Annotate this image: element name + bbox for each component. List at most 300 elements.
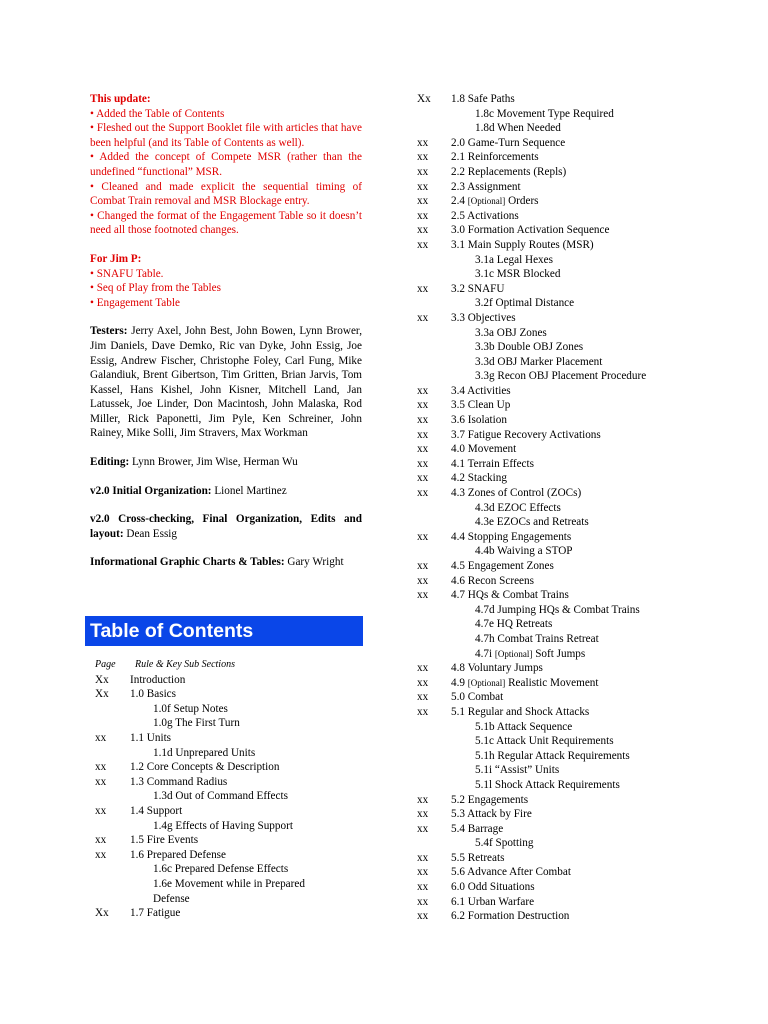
toc-entry	[95, 673, 365, 688]
toc-section-text: 1.4 Support	[130, 804, 183, 817]
toc-section-text: 4.4b Waiving a STOP	[475, 545, 573, 558]
toc-section-title	[451, 398, 510, 413]
toc-section-text: 4.7 HQs & Combat Trains	[451, 589, 569, 602]
toc-entry	[417, 267, 717, 282]
toc-entry	[417, 471, 717, 486]
toc-section-title	[451, 588, 569, 603]
toc-page-number: xx	[417, 472, 429, 485]
toc-section-title	[451, 705, 589, 720]
toc-entry	[417, 793, 717, 808]
toc-page-number: xx	[417, 282, 429, 295]
toc-entry	[417, 150, 717, 165]
toc-entry	[417, 442, 717, 457]
credit-label: Testers:	[90, 325, 128, 338]
toc-section-text: 1.2 Core Concepts & Description	[130, 761, 280, 774]
toc-entry	[417, 690, 717, 705]
toc-page-number: xx	[417, 165, 429, 178]
toc-page-number: xx	[417, 676, 429, 689]
toc-section-text: 3.3d OBJ Marker Placement	[475, 355, 603, 368]
toc-entry	[95, 819, 365, 834]
toc-page-number: xx	[417, 895, 429, 908]
toc-page-number: xx	[417, 457, 429, 470]
toc-entry	[95, 848, 365, 863]
credit-text: Gary Wright	[284, 556, 344, 569]
toc-entry	[417, 647, 717, 662]
update-notes	[90, 92, 362, 238]
toc-page-number: xx	[417, 808, 429, 821]
toc-section-text: 4.3 Zones of Control (ZOCs)	[451, 487, 582, 500]
toc-section-title	[451, 690, 503, 705]
toc-section-text: 5.1b Attack Sequence	[475, 720, 573, 733]
credit-text: Lynn Brower, Jim Wise, Herman Wu	[129, 456, 298, 469]
toc-entry	[417, 763, 717, 778]
toc-section-text: 4.0 Movement	[451, 443, 517, 456]
toc-section-title	[451, 865, 571, 880]
credit-label: Editing:	[90, 456, 130, 469]
toc-entry	[95, 687, 365, 702]
toc-entry	[417, 880, 717, 895]
toc-section-text: 1.5 Fire Events	[130, 834, 199, 847]
toc-page-number: xx	[95, 804, 107, 817]
toc-section-title	[475, 749, 630, 764]
toc-page-number: xx	[417, 866, 429, 879]
toc-entry	[417, 92, 717, 107]
toc-section-text: 1.7 Fatigue	[130, 907, 181, 920]
toc-section-title	[451, 807, 532, 822]
toc-section-text: 4.7e HQ Retreats	[475, 618, 553, 631]
toc-entry	[417, 559, 717, 574]
credit-label: v2.0 Initial Organization:	[90, 484, 212, 497]
toc-section-title	[475, 763, 559, 778]
toc-section-title	[130, 833, 198, 848]
toc-section-title	[475, 355, 602, 370]
toc-section-title	[475, 632, 599, 647]
toc-entry	[417, 428, 717, 443]
toc-section-text: Introduction	[130, 673, 186, 686]
toc-page-number: xx	[417, 443, 429, 456]
toc-section-text: 1.4g Effects of Having Support	[153, 819, 293, 832]
toc-page-number: xx	[95, 775, 107, 788]
toc-section-text: 4.9	[451, 676, 468, 689]
toc-entry	[417, 515, 717, 530]
toc-entry	[95, 892, 365, 907]
toc-entry	[417, 588, 717, 603]
toc-section-text: 5.4f Spotting	[475, 837, 534, 850]
toc-page-number: xx	[417, 180, 429, 193]
toc-section-title	[451, 428, 601, 443]
toc-page-number: Xx	[95, 907, 109, 920]
credit-label: Informational Graphic Charts & Tables:	[90, 556, 285, 569]
toc-page-number: xx	[417, 822, 429, 835]
toc-entry	[417, 194, 717, 209]
toc-page-number: xx	[95, 761, 107, 774]
toc-page-number: xx	[417, 487, 429, 500]
toc-section-title	[451, 136, 565, 151]
toc-section-text: 3.5 Clean Up	[451, 399, 511, 412]
toc-page-number: xx	[417, 414, 429, 427]
toc-section-text: 3.1 Main Supply Routes (MSR)	[451, 238, 594, 251]
toc-section-title	[153, 716, 240, 731]
toc-entry	[417, 807, 717, 822]
toc-section-title	[451, 559, 554, 574]
credit-label: v2.0 Cross-checking, Final Organization, Edits and layout:	[90, 513, 362, 540]
toc-section-text: 3.6 Isolation	[451, 414, 507, 427]
update-item: • Added the concept of Compete MSR (rather than the undefined “functional” MSR.	[90, 151, 362, 178]
toc-page-number: xx	[417, 428, 429, 441]
toc-page-number: xx	[417, 705, 429, 718]
toc-page-number: xx	[417, 851, 429, 864]
toc-section-text: 2.1 Reinforcements	[451, 151, 539, 164]
toc-section-text: 6.2 Formation Destruction	[451, 910, 570, 923]
toc-section-text: 3.1a Legal Hexes	[475, 253, 553, 266]
toc-section-text: 5.1i “Assist” Units	[475, 764, 560, 777]
toc-section-text: 1.6 Prepared Defense	[130, 848, 226, 861]
toc-section-title	[451, 895, 534, 910]
toc-entry	[417, 836, 717, 851]
toc-section-title	[451, 676, 599, 691]
optional-tag: [Optional]	[467, 677, 506, 688]
toc-section-text: 3.3 Objectives	[451, 311, 516, 324]
toc-section-title	[451, 384, 511, 399]
credit-initial-org	[90, 484, 362, 499]
toc-entry	[95, 789, 365, 804]
toc-section-title	[153, 702, 228, 717]
toc-entry	[417, 632, 717, 647]
toc-section-title	[475, 501, 561, 516]
toc-entry	[417, 223, 717, 238]
update-heading: This update:	[90, 93, 151, 105]
toc-section-title	[451, 574, 534, 589]
toc-entry	[95, 833, 365, 848]
toc-page-number: xx	[417, 136, 429, 149]
toc-entry	[417, 413, 717, 428]
toc-section-title	[153, 746, 255, 761]
toc-section-title	[130, 775, 227, 790]
toc-section-text: 3.3g Recon OBJ Placement Procedure	[475, 370, 647, 383]
toc-section-text: 5.2 Engagements	[451, 793, 529, 806]
toc-section-text: 5.3 Attack by Fire	[451, 808, 532, 821]
toc-section-text: Soft Jumps	[532, 647, 586, 660]
toc-section-text: 4.2 Stacking	[451, 472, 507, 485]
toc-section-text: 4.7d Jumping HQs & Combat Trains	[475, 603, 640, 616]
toc-entry	[417, 326, 717, 341]
toc-entry	[417, 311, 717, 326]
toc-section-text: 1.8c Movement Type Required	[475, 107, 614, 120]
toc-section-text: 1.0g The First Turn	[153, 717, 240, 730]
toc-page-number: xx	[417, 195, 429, 208]
toc-section-text: 4.3d EZOC Effects	[475, 501, 561, 514]
toc-section-text: 2.4	[451, 195, 468, 208]
toc-page-number: xx	[417, 793, 429, 806]
toc-page-number: xx	[417, 151, 429, 164]
toc-page-number: xx	[417, 662, 429, 675]
toc-entry	[95, 716, 365, 731]
toc-entry	[417, 253, 717, 268]
toc-entry	[417, 720, 717, 735]
toc-section-text: 1.6e Movement while in Prepared	[153, 877, 305, 890]
toc-header-rule: Rule & Key Sub Sections	[135, 659, 235, 670]
toc-section-title	[451, 413, 507, 428]
toc-section-text: 5.1h Regular Attack Requirements	[475, 749, 630, 762]
toc-entry	[417, 369, 717, 384]
toc-section-title	[451, 150, 539, 165]
toc-page-number: xx	[417, 384, 429, 397]
credit-text: Lionel Martinez	[211, 484, 287, 497]
toc-section-title	[451, 851, 504, 866]
toc-page-number: Xx	[95, 688, 109, 701]
toc-section-title	[451, 311, 516, 326]
toc-section-title	[451, 238, 594, 253]
credit-editing	[90, 455, 362, 470]
toc-page-number: xx	[417, 311, 429, 324]
toc-section-title	[475, 107, 614, 122]
credit-graphics	[90, 555, 362, 570]
toc-section-title	[451, 661, 543, 676]
toc-section-title	[153, 877, 305, 892]
optional-tag: [Optional]	[467, 196, 506, 207]
toc-right-column	[417, 92, 717, 924]
toc-section-title	[153, 892, 190, 907]
toc-section-title	[451, 223, 609, 238]
toc-page-number: xx	[417, 238, 429, 251]
toc-section-title	[451, 442, 516, 457]
toc-section-text: 1.1d Unprepared Units	[153, 746, 256, 759]
toc-page-number: Xx	[417, 93, 431, 105]
toc-entry	[417, 661, 717, 676]
toc-section-text: 4.8 Voluntary Jumps	[451, 662, 543, 675]
toc-section-text: 2.2 Replacements (Repls)	[451, 165, 567, 178]
toc-section-title	[475, 296, 574, 311]
toc-entry	[417, 355, 717, 370]
toc-section-title	[475, 647, 585, 662]
toc-entry	[95, 731, 365, 746]
toc-entry	[417, 544, 717, 559]
toc-section-title	[153, 819, 293, 834]
toc-section-title	[451, 165, 566, 180]
toc-entry	[95, 702, 365, 717]
toc-entry	[417, 895, 717, 910]
toc-entry	[95, 906, 365, 921]
toc-entry	[95, 862, 365, 877]
toc-entry	[417, 209, 717, 224]
toc-section-title	[475, 326, 547, 341]
toc-section-title	[451, 194, 539, 209]
toc-header-page: Page	[95, 659, 116, 670]
toc-section-text: 3.3b Double OBJ Zones	[475, 341, 584, 354]
toc-entry	[417, 749, 717, 764]
toc-section-title	[475, 515, 589, 530]
toc-section-text: 5.0 Combat	[451, 691, 504, 704]
toc-section-text: 4.3e EZOCs and Retreats	[475, 516, 589, 529]
toc-section-title	[475, 603, 640, 618]
toc-entry	[417, 530, 717, 545]
toc-section-text: 5.5 Retreats	[451, 851, 505, 864]
toc-section-text: 2.0 Game-Turn Sequence	[451, 136, 566, 149]
toc-entry	[417, 603, 717, 618]
toc-section-title	[475, 836, 533, 851]
toc-section-text: 5.4 Barrage	[451, 822, 504, 835]
toc-section-text: 4.4 Stopping Engagements	[451, 530, 572, 543]
toc-section-text: 4.1 Terrain Effects	[451, 457, 534, 470]
toc-entry	[417, 282, 717, 297]
toc-entry	[417, 296, 717, 311]
toc-section-title	[451, 793, 528, 808]
credit-text: Dean Essig	[123, 527, 178, 540]
toc-section-title	[475, 778, 620, 793]
toc-section-title	[451, 486, 581, 501]
toc-entry	[417, 340, 717, 355]
toc-section-text: 1.3d Out of Command Effects	[153, 790, 288, 803]
toc-entry	[417, 165, 717, 180]
toc-section-text: 4.5 Engagement Zones	[451, 560, 554, 572]
toc-section-title	[451, 880, 535, 895]
toc-section-text: 3.2f Optimal Distance	[475, 297, 575, 310]
jim-notes	[90, 252, 362, 310]
credit-cross-checking	[90, 512, 362, 541]
toc-entry	[417, 384, 717, 399]
toc-entry	[417, 457, 717, 472]
toc-entry	[417, 778, 717, 793]
toc-section-title	[475, 544, 573, 559]
toc-entry	[417, 617, 717, 632]
toc-entry	[95, 877, 365, 892]
toc-section-title	[475, 340, 583, 355]
toc-entry	[417, 398, 717, 413]
toc-page-number: xx	[95, 848, 107, 861]
toc-page-number: xx	[417, 589, 429, 602]
toc-section-title	[451, 209, 519, 224]
toc-section-title	[130, 731, 171, 746]
toc-entry	[417, 734, 717, 749]
toc-section-text: 3.0 Formation Activation Sequence	[451, 224, 610, 237]
toc-section-title	[153, 789, 288, 804]
credit-testers	[90, 324, 362, 441]
toc-section-text: 1.1 Units	[130, 731, 172, 744]
toc-section-text: 3.4 Activities	[451, 384, 511, 397]
toc-page-number: xx	[417, 574, 429, 587]
update-item: • Added the Table of Contents	[90, 107, 225, 120]
toc-section-title	[130, 848, 226, 863]
toc-entry	[417, 180, 717, 195]
update-item: • Fleshed out the Support Booklet file with articles that have been helpful (and its Table of Contents as well).	[90, 122, 362, 149]
toc-section-text: 1.8 Safe Paths	[451, 93, 515, 105]
toc-entry	[95, 804, 365, 819]
toc-section-text: 1.8d When Needed	[475, 122, 561, 135]
toc-section-text: 3.2 SNAFU	[451, 282, 505, 295]
toc-section-text: Realistic Movement	[505, 676, 599, 689]
toc-page-number: xx	[417, 910, 429, 923]
credit-text: Jerry Axel, John Best, John Bowen, Lynn Brower, Jim Daniels, Dave Demko, Ric van Dyke, John Essig, Joe Essig, Andrew Fischer, Christophe Foley, Carl Fung, Mike Galandiuk, Brent Gibertson, Tim Gritten, Brian Jarvis, Tom Kassel, Hans Kishel, John Kisner, Mitchell Land, Jan Latussek, Joe Linder, Don Macintosh, John Malaska, Rod Miller, Rick Paponetti, Jim Pyle, Ken Schreiner, John Rainey, Mike Solli, Jim Stravers, Max Workman	[90, 325, 362, 440]
toc-page-number: xx	[417, 691, 429, 704]
toc-entry	[95, 746, 365, 761]
toc-page-number: xx	[417, 224, 429, 237]
toc-section-title	[451, 822, 503, 837]
toc-entry	[95, 775, 365, 790]
toc-entry	[417, 705, 717, 720]
toc-section-text: 3.7 Fatigue Recovery Activations	[451, 428, 601, 441]
toc-section-text: 3.1c MSR Blocked	[475, 268, 561, 281]
update-item: • Changed the format of the Engagement Table so it doesn’t need all those footnoted changes.	[90, 209, 362, 237]
toc-section-title	[130, 906, 180, 921]
toc-section-text: 1.6c Prepared Defense Effects	[153, 863, 289, 876]
toc-section-text: 5.1c Attack Unit Requirements	[475, 735, 614, 748]
jim-item: • Seq of Play from the Tables	[90, 282, 221, 295]
toc-entry	[417, 107, 717, 122]
toc-entry	[417, 851, 717, 866]
toc-section-title	[475, 253, 553, 268]
toc-entry	[417, 909, 717, 924]
toc-section-title	[451, 457, 534, 472]
toc-section-text: 5.1 Regular and Shock Attacks	[451, 705, 590, 718]
toc-page-number: xx	[417, 560, 429, 572]
toc-header	[95, 658, 365, 673]
toc-page-number: xx	[95, 834, 107, 847]
toc-section-title	[451, 92, 515, 107]
toc-section-title	[475, 617, 552, 632]
toc-entry	[417, 136, 717, 151]
jim-item: • SNAFU Table.	[90, 267, 164, 280]
toc-entry	[95, 760, 365, 775]
toc-page-number: xx	[417, 399, 429, 412]
toc-section-title	[475, 267, 560, 282]
toc-section-title	[130, 673, 185, 688]
toc-entry	[417, 676, 717, 691]
toc-section-title	[130, 760, 279, 775]
toc-section-text: 2.5 Activations	[451, 209, 519, 222]
toc-entry	[417, 822, 717, 837]
toc-section-text: 4.6 Recon Screens	[451, 574, 534, 587]
toc-section-text: 3.3a OBJ Zones	[475, 326, 547, 339]
toc-left-column	[95, 658, 365, 921]
toc-section-title	[451, 471, 507, 486]
front-matter	[90, 92, 362, 570]
toc-title: Table of Contents	[85, 616, 363, 646]
toc-section-text: 6.0 Odd Situations	[451, 881, 535, 894]
toc-page-number: xx	[417, 209, 429, 222]
toc-section-title	[451, 909, 569, 924]
toc-section-title	[475, 720, 572, 735]
toc-entry	[417, 501, 717, 516]
toc-section-title	[451, 530, 571, 545]
toc-entry	[417, 121, 717, 136]
toc-entry	[417, 574, 717, 589]
toc-section-text: 1.3 Command Radius	[130, 775, 228, 788]
jim-heading: For Jim P:	[90, 252, 142, 265]
toc-section-title	[475, 369, 646, 384]
toc-section-text: 2.3 Assignment	[451, 180, 521, 193]
toc-entry	[417, 486, 717, 501]
toc-section-text: Orders	[505, 195, 539, 208]
toc-section-title	[475, 121, 561, 136]
toc-section-text: 6.1 Urban Warfare	[451, 895, 535, 908]
toc-section-text: 1.0 Basics	[130, 688, 176, 701]
toc-section-text: Defense	[153, 892, 190, 905]
toc-section-title	[475, 734, 614, 749]
toc-section-text: 5.1l Shock Attack Requirements	[475, 778, 620, 791]
toc-section-text: 1.0f Setup Notes	[153, 702, 228, 715]
toc-page-number: Xx	[95, 673, 109, 686]
toc-section-title	[130, 804, 182, 819]
toc-section-title	[451, 282, 504, 297]
jim-item: • Engagement Table	[90, 296, 180, 309]
toc-entry	[417, 865, 717, 880]
toc-entry	[417, 238, 717, 253]
toc-page-number: xx	[417, 881, 429, 894]
toc-page-number: xx	[417, 530, 429, 543]
toc-page-number: xx	[95, 731, 107, 744]
toc-section-text: 5.6 Advance After Combat	[451, 866, 571, 879]
toc-section-text: 4.7i	[475, 647, 495, 660]
